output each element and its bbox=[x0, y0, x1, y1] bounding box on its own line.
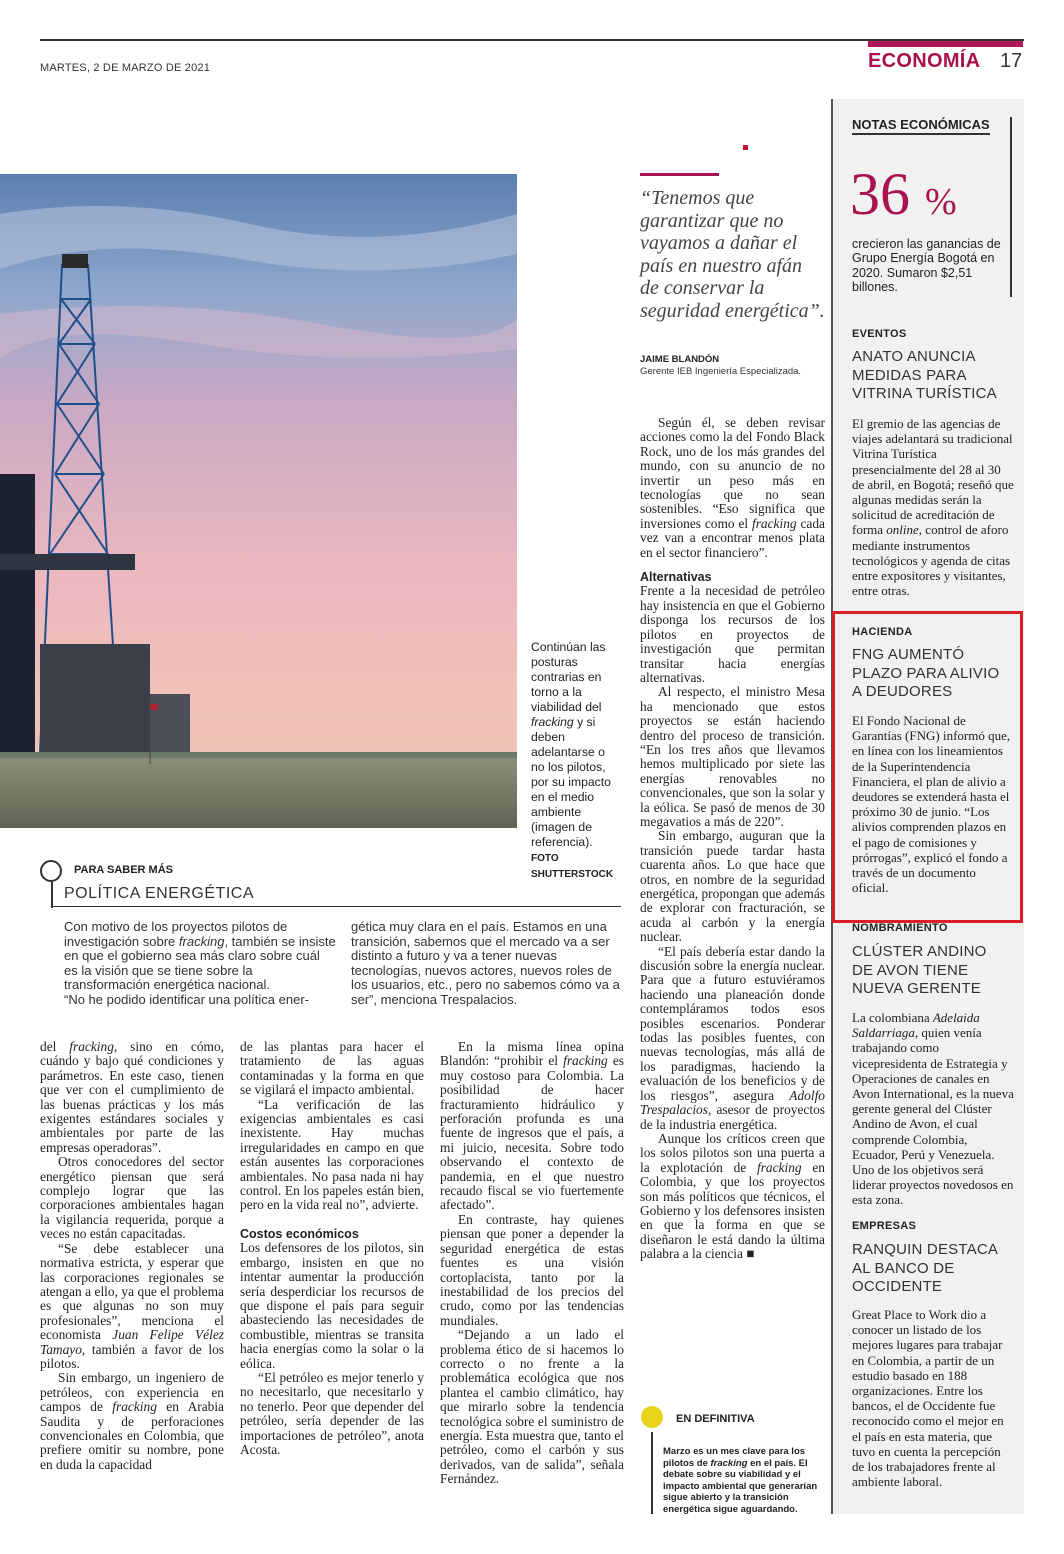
stat-number: 36 bbox=[850, 161, 910, 227]
note-category: NOMBRAMIENTO bbox=[852, 922, 948, 934]
note-category: HACIENDA bbox=[852, 626, 913, 638]
sidebar-title-rule bbox=[1010, 117, 1012, 297]
note-headline: CLÚSTER ANDINO DE AVON TIENE NUEVA GERENTE bbox=[852, 943, 987, 997]
sidebar-title: NOTAS ECONÓMICAS bbox=[852, 117, 990, 135]
note-body: La colombiana Adelaida Saldarriaga, quien venía trabajando como vicepresidenta de Estrategia y Operaciones de canales en Avon International, es la nueva gerente general del Clúster Andino de Avon, el cual comprende Colombia, Ecuador, Perú y Venezuela. Uno de los objetivos será liderar proyectos novedosos en esta zona. bbox=[852, 1010, 1014, 1208]
en-definitiva-icon bbox=[641, 1406, 663, 1428]
stat-figure bbox=[850, 161, 957, 232]
para-saber-mas-title: POLÍTICA ENERGÉTICA bbox=[64, 885, 254, 902]
note-body: El gremio de las agencias de viajes adelantará su tradicional Vitrina Turística presencialmente del 28 al 30 de abril, en Bogotá; reseñó que algunas medidas serán la solicitud de acreditación de forma online, control de aforo mediante instrumentos tecnológicos y agenda de citas entre expositores y visitantes, entre otras. bbox=[852, 416, 1014, 599]
note-headline: FNG AUMENTÓ PLAZO PARA ALIVIO A DEUDORES bbox=[852, 646, 1000, 700]
note-headline: ANATO ANUNCIA MEDIDAS PARA VITRINA TURÍSTICA bbox=[852, 348, 997, 402]
quote-author: JAIME BLANDÓN bbox=[640, 354, 720, 365]
note-category: EVENTOS bbox=[852, 328, 907, 340]
quote-author-role: Gerente IEB Ingeniería Especializada. bbox=[640, 366, 802, 377]
article-column-3: En la misma línea opina Blandón: “prohibir el fracking es muy costoso para Colombia. La posibilidad de hacer fracturamiento hidráulico y perforación profunda es una fuente de ingresos que el país, a mi juicio, necesita. Sobre todo observando el contexto de pandemia, en el que nuestro recaudo fiscal se vio fuertemente afectado”. En contraste, hay quienes piensan que poner a depender la seguridad energética de estas fuentes es una visión cortoplacista, tanto por la inestabilidad de los precios del crudo, como por las tendencias mundiales. “Dejando a un lado el problema ético de si hacemos lo correcto o no frente a la problemática ecológica que nos plantea el cambio climático, hay que mirarlo sobre la tendencia tecnológica sobre el suministro de energía. Esta muestra que, tanto el petróleo, como el carbón y sus derivados, van de salida”, señala Fernández. bbox=[440, 1039, 624, 1487]
en-definitiva-rule bbox=[651, 1432, 653, 1514]
stat-text: crecieron las ganancias de Grupo Energía Bogotá en 2020. Sumaron $2,51 billones. bbox=[852, 237, 1001, 294]
article-column-1: del fracking, sino en cómo, cuándo y bajo qué condiciones y parámetros. En este caso, tienen que ver con el cumplimiento de las buenas prácticas y los más exigentes estándares sociales y ambientales por parte de las empresas operadoras”. Otros conocedores del sector energético piensan que será complejo lograr que las corporaciones ambientales hagan la vigilancia requerida, porque a veces no están capacitadas. “Se debe establecer una normativa estricta, y esperar que las corporaciones regionales se atengan a ello, ya que el problema es que algunas no son muy profesionales”, menciona el economista Juan Felipe Vélez Tamayo, también a favor de los pilotos. Sin embargo, un ingeniero de petróleos, con experiencia en campos de fracking en Arabia Saudita y de perforaciones convencionales en Colombia, que prefiere omitir su nombre, pone en duda la capacidad bbox=[40, 1039, 224, 1472]
box-rule-vertical bbox=[51, 882, 53, 908]
section-color-bar bbox=[868, 41, 1023, 47]
note-headline: RANQUIN DESTACA AL BANCO DE OCCIDENTE bbox=[852, 1241, 998, 1295]
quote-accent-bar bbox=[640, 173, 719, 176]
oil-rig-illustration bbox=[0, 174, 517, 828]
en-definitiva-label: EN DEFINITIVA bbox=[676, 1413, 755, 1425]
note-category: EMPRESAS bbox=[852, 1220, 917, 1232]
para-saber-mas-label: PARA SABER MÁS bbox=[74, 864, 174, 876]
oil-rig-photo bbox=[0, 174, 517, 828]
note-body: Great Place to Work dio a conocer un listado de los mejores lugares para trabajar en Colombia, a partir de un estudio basado en 188 organizaciones. Entre los bancos, el de Occidente fue reconocido como el mejor en el país en esta materia, que tuvo en cuenta la percepción de los trabajadores frente al ambiente laboral. bbox=[852, 1307, 1004, 1490]
issue-date: MARTES, 2 DE MARZO DE 2021 bbox=[40, 62, 211, 74]
article-column-4: Según él, se deben revisar acciones como la del Fondo Black Rock, uno de los más grandes del mundo, con su anuncio de no invertir un peso más en tecnologías que no sean sostenibles. “Eso significa que inversiones como el fracking cada vez van a encontrar menos plata en el sector financiero”. Alternativas Frente a la necesidad de petróleo hay insistencia en que el Gobierno disponga los recursos de los pilotos en proyectos de investigación que permitan transitar hacia energías alternativas. Al respecto, el ministro Mesa ha mencionado que estos proyectos se están haciendo dentro del proceso de transición. “En los tres años que llevamos hemos multiplicado por siete las energías renovables no convencionales, que son la solar y la eólica. Se pasó de menos de 30 megavatios a más de 220”. Sin embargo, auguran que la transición puede tardar hasta cuarenta años. Lo que hace que otros, en nombre de la seguridad energética, propongan que además de explorar con fracturación, se acuda al carbón y la energía nuclear. “El país debería estar dando la discusión sobre la energía nuclear. Para que a futuro estuviéramos haciendo una planeación donde contempláramos todos esos posibles escenarios. Ponderar todas las posibles fuentes, con nuevas tecnologías, más allá de los paradigmas, haciendo la evaluación de los beneficios y de los riesgos”, asegura Adolfo Trespalacios, asesor de proyectos de la industria energética. Aunque los críticos creen que los solos pilotos son una puerta a la explotación de fracking en Colombia, y que los proyectos son más políticos que técnicos, el Gobierno y los defensores insisten en que la forma en que se diseñaron le está dando la última palabra a la ciencia ■ bbox=[640, 415, 825, 1262]
para-saber-mas-col1: Con motivo de los proyectos pilotos de investigación sobre fracking, también se insiste en que el gobierno sea más claro sobre cuál es la visión que se tiene sobre la transformación energética nacional. “No he podido identificar una política ener- bbox=[64, 919, 336, 1007]
pull-quote: “Tenemos que garantizar que no vayamos a dañar el país en nuestro afán de conservar la seguridad energética”. bbox=[640, 187, 825, 322]
info-icon bbox=[40, 860, 62, 882]
note-body: El Fondo Nacional de Garantías (FNG) informó que, en línea con los lineamientos de la Superintendencia Financiera, el plan de alivio a deudores se extenderá hasta el próximo 30 de junio. “Los alivios comprenden plazos en el pago de comisiones y prórrogas”, explicó el fondo a través de un documento oficial. bbox=[852, 713, 1011, 896]
para-saber-mas-col2: gética muy clara en el país. Estamos en una transición, sabemos que el mercado va a ser distinto a futuro y va a tener nuevas tecnologías, nuevos actores, nuevos roles de los usuarios, etc., pero no sabemos cómo va a ser”, menciona Trespalacios. bbox=[351, 919, 620, 1007]
article-column-2: de las plantas para hacer el tratamiento de las aguas contaminadas y la forma en que se vigilará el impacto ambiental. “La verificación de las exigencias ambientales es casi inexistente. Hay muchas irregularidades en campo en que están ausentes las corporaciones ambientales. No pasa nada ni hay control. En los papeles están bien, pero en la vida real no”, advierte. Costos económicos Los defensores de los pilotos, sin embargo, insisten en que no intentar aumentar la producción sería desperdiciar los recursos de que dispone el país para seguir abasteciendo las necesidades de combustible, mientras se transita hacia energías como la solar o la eólica. “El petróleo es mejor tenerlo y no necesitarlo, que necesitarlo y no tenerlo. Peor que depender del petróleo, sería depender de las importaciones de petróleo”, anota Acosta. bbox=[240, 1039, 424, 1457]
page-number: 17 bbox=[1000, 50, 1023, 72]
photo-caption: Continúan las posturas contrarias en torno a la viabilidad del fracking y si deben adelantarse o no los pilotos, por su impacto en el medio ambiente (imagen de referencia). FOTO SHUTTERSTOCK bbox=[531, 640, 614, 880]
quote-accent-dot bbox=[743, 145, 748, 150]
en-definitiva-text: Marzo es un mes clave para los pilotos de fracking en el país. El debate sobre su viabilidad y el impacto ambiental que generarían sigue abierto y la transición energética sigue aguardando. bbox=[663, 1446, 818, 1515]
section-name: ECONOMÍA bbox=[868, 50, 981, 72]
stat-unit: % bbox=[925, 181, 957, 223]
box-rule-horizontal bbox=[51, 906, 621, 907]
